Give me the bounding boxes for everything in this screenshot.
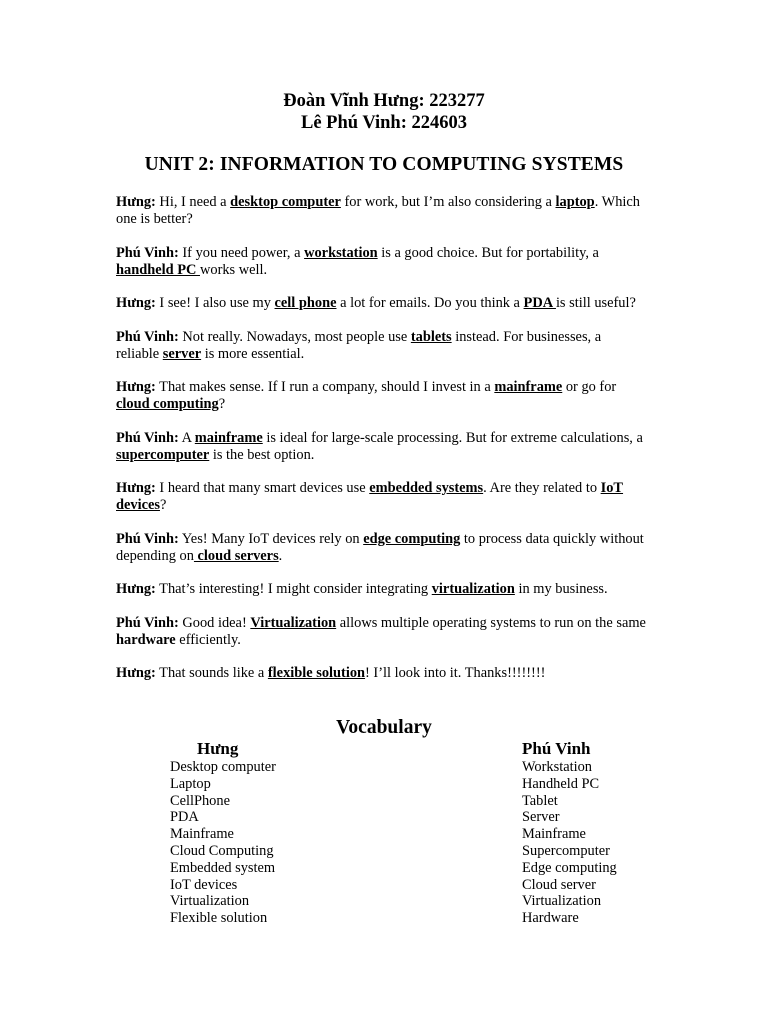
speaker-name: Hưng:: [116, 379, 156, 395]
vocabulary-term: tablets: [410, 328, 452, 345]
vocabulary-term: laptop: [555, 194, 595, 210]
unit-title: UNIT 2: INFORMATION TO COMPUTING SYSTEMS: [144, 154, 624, 175]
speaker-name: Phú Vinh:: [116, 328, 179, 345]
dialogue-text: is more essential.: [201, 345, 305, 362]
speaker-name: Phú Vinh:: [116, 614, 179, 631]
dialogue-text: is the best option.: [209, 446, 315, 463]
author-line: Lê Phú Vinh: 224603: [300, 113, 468, 133]
dialogue-turn: [116, 665, 646, 682]
vocabulary-term: embedded systems: [369, 480, 484, 496]
vocabulary-item: Handheld PC: [522, 775, 600, 792]
dialogue-text: That sounds like a: [155, 665, 268, 681]
vocabulary-item: Laptop: [170, 775, 211, 792]
vocabulary-item: Edge computing: [522, 859, 617, 876]
dialogue-text: is still useful?: [555, 295, 636, 311]
dialogue-text: ! I’ll look into it. Thanks!!!!!!!!: [365, 665, 546, 681]
dialogue-text: works well.: [199, 261, 268, 278]
dialogue-text: Hi, I need a: [155, 194, 231, 210]
speaker-name: Hưng:: [116, 194, 156, 210]
speaker-name: Phú Vinh:: [116, 530, 179, 547]
vocabulary-term: mainframe: [194, 429, 263, 446]
dialogue-text: allows multiple operating systems to run on the same: [336, 614, 646, 631]
vocabulary-item: Workstation: [522, 759, 592, 775]
bold-term: hardware: [116, 631, 176, 648]
speaker-name: Hưng:: [116, 665, 156, 681]
vocabulary-term: flexible solution: [267, 665, 366, 681]
vocabulary-item: Server: [522, 809, 560, 826]
author-line: Đoàn Vĩnh Hưng: 223277: [283, 91, 485, 111]
dialogue-text: or go for: [562, 379, 617, 395]
dialogue-text: Not really. Nowadays, most people use: [178, 328, 411, 345]
dialogue-text: A: [178, 429, 195, 446]
dialogue-turn: [116, 379, 646, 413]
dialogue-text: a lot for emails. Do you think a: [336, 295, 524, 311]
vocabulary-item: Mainframe: [522, 826, 586, 843]
dialogue: [116, 194, 646, 699]
vocabulary-item: Flexible solution: [170, 910, 268, 927]
dialogue-text: in my business.: [514, 581, 608, 597]
vocabulary-column-heading: Phú Vinh: [522, 739, 591, 758]
dialogue-text: .: [278, 547, 283, 564]
vocabulary-item: Cloud Computing: [170, 842, 274, 859]
vocabulary-item: IoT devices: [170, 876, 238, 893]
vocabulary-column-left: [170, 739, 370, 927]
vocabulary-term: PDA: [523, 295, 556, 311]
dialogue-turn: [116, 480, 646, 514]
dialogue-text: for work, but I’m also considering a: [340, 194, 556, 210]
vocabulary-item: PDA: [170, 809, 199, 826]
vocabulary-item: Virtualization: [170, 893, 250, 910]
speaker-name: Phú Vinh:: [116, 244, 179, 261]
dialogue-text: . Are they related to: [483, 480, 601, 496]
vocabulary-item: Hardware: [522, 910, 579, 927]
vocabulary-item: Tablet: [522, 792, 558, 809]
vocabulary-term: cloud computing: [116, 396, 219, 412]
vocabulary-list: [522, 759, 722, 927]
dialogue-text: to process data quickly without depending on: [116, 530, 644, 564]
vocabulary-term: workstation: [304, 244, 378, 261]
vocabulary-term: desktop computer: [230, 194, 341, 210]
vocabulary-item: CellPhone: [170, 792, 230, 809]
vocabulary-item: Cloud server: [522, 876, 596, 893]
dialogue-turn: [116, 531, 646, 565]
vocabulary-column-right: [522, 739, 722, 927]
vocabulary-term: IoT devices: [116, 480, 624, 513]
vocabulary-term: edge computing: [363, 530, 461, 547]
dialogue-text: ?: [218, 396, 226, 412]
vocabulary-term: Virtualization: [250, 614, 337, 631]
dialogue-text: I see! I also use my: [155, 295, 275, 311]
dialogue-text: . Which one is better?: [116, 194, 640, 227]
speaker-name: Hưng:: [116, 295, 156, 311]
vocabulary-column-heading: Hưng: [197, 739, 239, 758]
vocabulary-item: Virtualization: [522, 893, 602, 910]
dialogue-turn: [116, 295, 646, 312]
dialogue-text: If you need power, a: [178, 244, 305, 261]
vocabulary-term: server: [162, 345, 202, 362]
vocabulary-item: Supercomputer: [522, 842, 610, 859]
speaker-name: Phú Vinh:: [116, 429, 179, 446]
vocabulary-item: Mainframe: [170, 826, 234, 843]
dialogue-turn: [116, 329, 646, 363]
vocabulary-term: supercomputer: [116, 446, 210, 463]
vocabulary-list: [170, 759, 370, 927]
dialogue-text: is ideal for large-scale processing. But for extreme calculations, a: [262, 429, 643, 446]
dialogue-turn: [116, 581, 646, 598]
dialogue-text: efficiently.: [175, 631, 241, 648]
vocabulary-term: virtualization: [431, 581, 515, 597]
dialogue-text: ?: [159, 497, 167, 513]
speaker-name: Hưng:: [116, 480, 156, 496]
vocabulary-term: handheld PC: [116, 261, 200, 278]
dialogue-text: That makes sense. If I run a company, should I invest in a: [155, 379, 495, 395]
dialogue-turn: [116, 615, 646, 649]
dialogue-turn: [116, 430, 646, 464]
vocabulary-title: Vocabulary: [336, 717, 432, 738]
dialogue-turn: [116, 245, 646, 279]
dialogue-text: That’s interesting! I might consider integrating: [155, 581, 432, 597]
vocabulary-term: cell phone: [274, 295, 337, 311]
vocabulary-term: cloud servers: [193, 547, 279, 564]
vocabulary-term: mainframe: [494, 379, 563, 395]
dialogue-text: Good idea!: [178, 614, 251, 631]
author-block: [0, 90, 768, 134]
dialogue-text: I heard that many smart devices use: [155, 480, 370, 496]
vocabulary-item: Desktop computer: [170, 759, 276, 775]
dialogue-text: instead. For businesses, a reliable: [116, 328, 602, 362]
dialogue-text: Yes! Many IoT devices rely on: [178, 530, 364, 547]
dialogue-turn: [116, 194, 646, 228]
speaker-name: Hưng:: [116, 581, 156, 597]
vocabulary-item: Embedded system: [170, 859, 276, 876]
dialogue-text: is a good choice. But for portability, a: [377, 244, 599, 261]
